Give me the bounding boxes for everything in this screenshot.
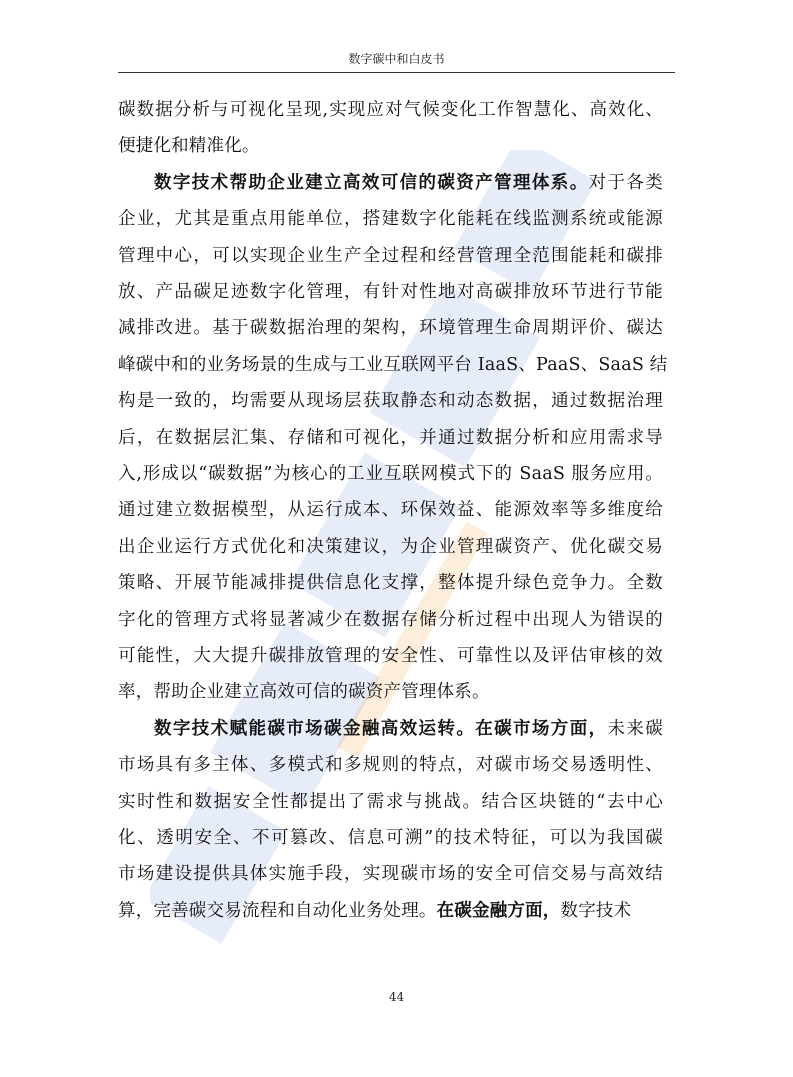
text-line [118, 92, 663, 128]
page-number: 44 [388, 990, 405, 1004]
header-rule [118, 72, 675, 73]
text-line [118, 274, 663, 310]
text-line [118, 529, 663, 565]
text-span: 市场具有多主体、多模式和多规则的特点，对碳市场交易透明性、 [118, 755, 663, 776]
text-line [118, 347, 668, 383]
page-header-title: 数字碳中和白皮书 [348, 52, 445, 66]
text-span: 率，帮助企业建立高效可信的碳资产管理体系。 [118, 682, 490, 703]
text-line [118, 201, 663, 237]
text-span: 放、产品碳足迹数字化管理，有针对性地对高碳排放环节进行节能 [118, 282, 663, 302]
text-line [118, 784, 663, 820]
text-span: 企业，尤其是重点用能单位，搭建数字化能耗在线监测系统或能源 [118, 209, 663, 230]
text-line [118, 674, 490, 710]
text-span: 化、透明安全、不可篡改、信息可溯”的技术特征，可以为我国碳 [118, 828, 663, 848]
text-line [118, 492, 663, 528]
bold-text-span: 数字技术帮助企业建立高效可信的碳资产管理体系。 [154, 172, 589, 193]
text-line [118, 128, 260, 164]
text-span: 管理中心，可以实现企业生产全过程和经营管理全范围能耗和碳排 [118, 245, 663, 266]
text-span: 后，在数据层汇集、存储和可视化，并通过数据分析和应用需求导 [118, 427, 663, 448]
text-line [118, 820, 663, 856]
text-line [118, 310, 663, 346]
text-span: 实时性和数据安全性都提出了需求与挑战。结合区块链的“去中心 [118, 791, 663, 812]
text-span: 峰碳中和的业务场景的生成与工业互联网平台 IaaS、PaaS、SaaS 结 [118, 354, 668, 375]
text-line [118, 456, 663, 492]
text-span: 出企业运行方式优化和决策建议，为企业管理碳资产、优化碳交易 [118, 536, 663, 557]
text-span: 减排改进。基于碳数据治理的架构，环境管理生命周期评价、碳达 [118, 318, 663, 339]
text-line [118, 856, 663, 892]
text-span: 未来碳 [607, 718, 663, 739]
text-span: 入,形成以“碳数据”为核心的工业互联网模式下的 SaaS 服务应用。 [118, 464, 663, 484]
text-line [118, 420, 663, 456]
text-line [118, 893, 631, 929]
text-span: 碳数据分析与可视化呈现,实现应对气候变化工作智慧化、高效化、 [118, 100, 663, 120]
bold-text-span: 在碳金融方面， [436, 900, 561, 921]
text-span: 可能性，大大提升碳排放管理的安全性、可靠性以及评估审核的效 [118, 646, 663, 666]
text-span: 通过建立数据模型，从运行成本、环保效益、能源效率等多维度给 [118, 500, 663, 521]
text-span: 数字技术 [560, 900, 632, 921]
text-line [118, 747, 663, 783]
text-line [118, 565, 663, 601]
text-span: 市场建设提供具体实施手段，实现碳市场的安全可信交易与高效结 [118, 864, 663, 885]
text-line [118, 383, 663, 419]
bold-text-span: 数字技术赋能碳市场碳金融高效运转。在碳市场方面， [154, 718, 608, 739]
text-span: 对于各类 [588, 172, 663, 193]
text-span: 算，完善碳交易流程和自动化业务处理。 [118, 900, 437, 921]
text-line [154, 711, 663, 747]
text-span: 构是一致的，均需要从现场层获取静态和动态数据，通过数据治理 [118, 391, 663, 412]
text-span: 便捷化和精准化。 [118, 136, 260, 157]
text-span: 策略、开展节能减排提供信息化支撑，整体提升绿色竞争力。全数 [118, 573, 663, 594]
text-span: 字化的管理方式将显著减少在数据存储分析过程中出现人为错误的 [118, 609, 663, 630]
text-line [118, 602, 663, 638]
text-line [154, 165, 663, 201]
text-line [118, 238, 663, 274]
text-line [118, 638, 663, 674]
